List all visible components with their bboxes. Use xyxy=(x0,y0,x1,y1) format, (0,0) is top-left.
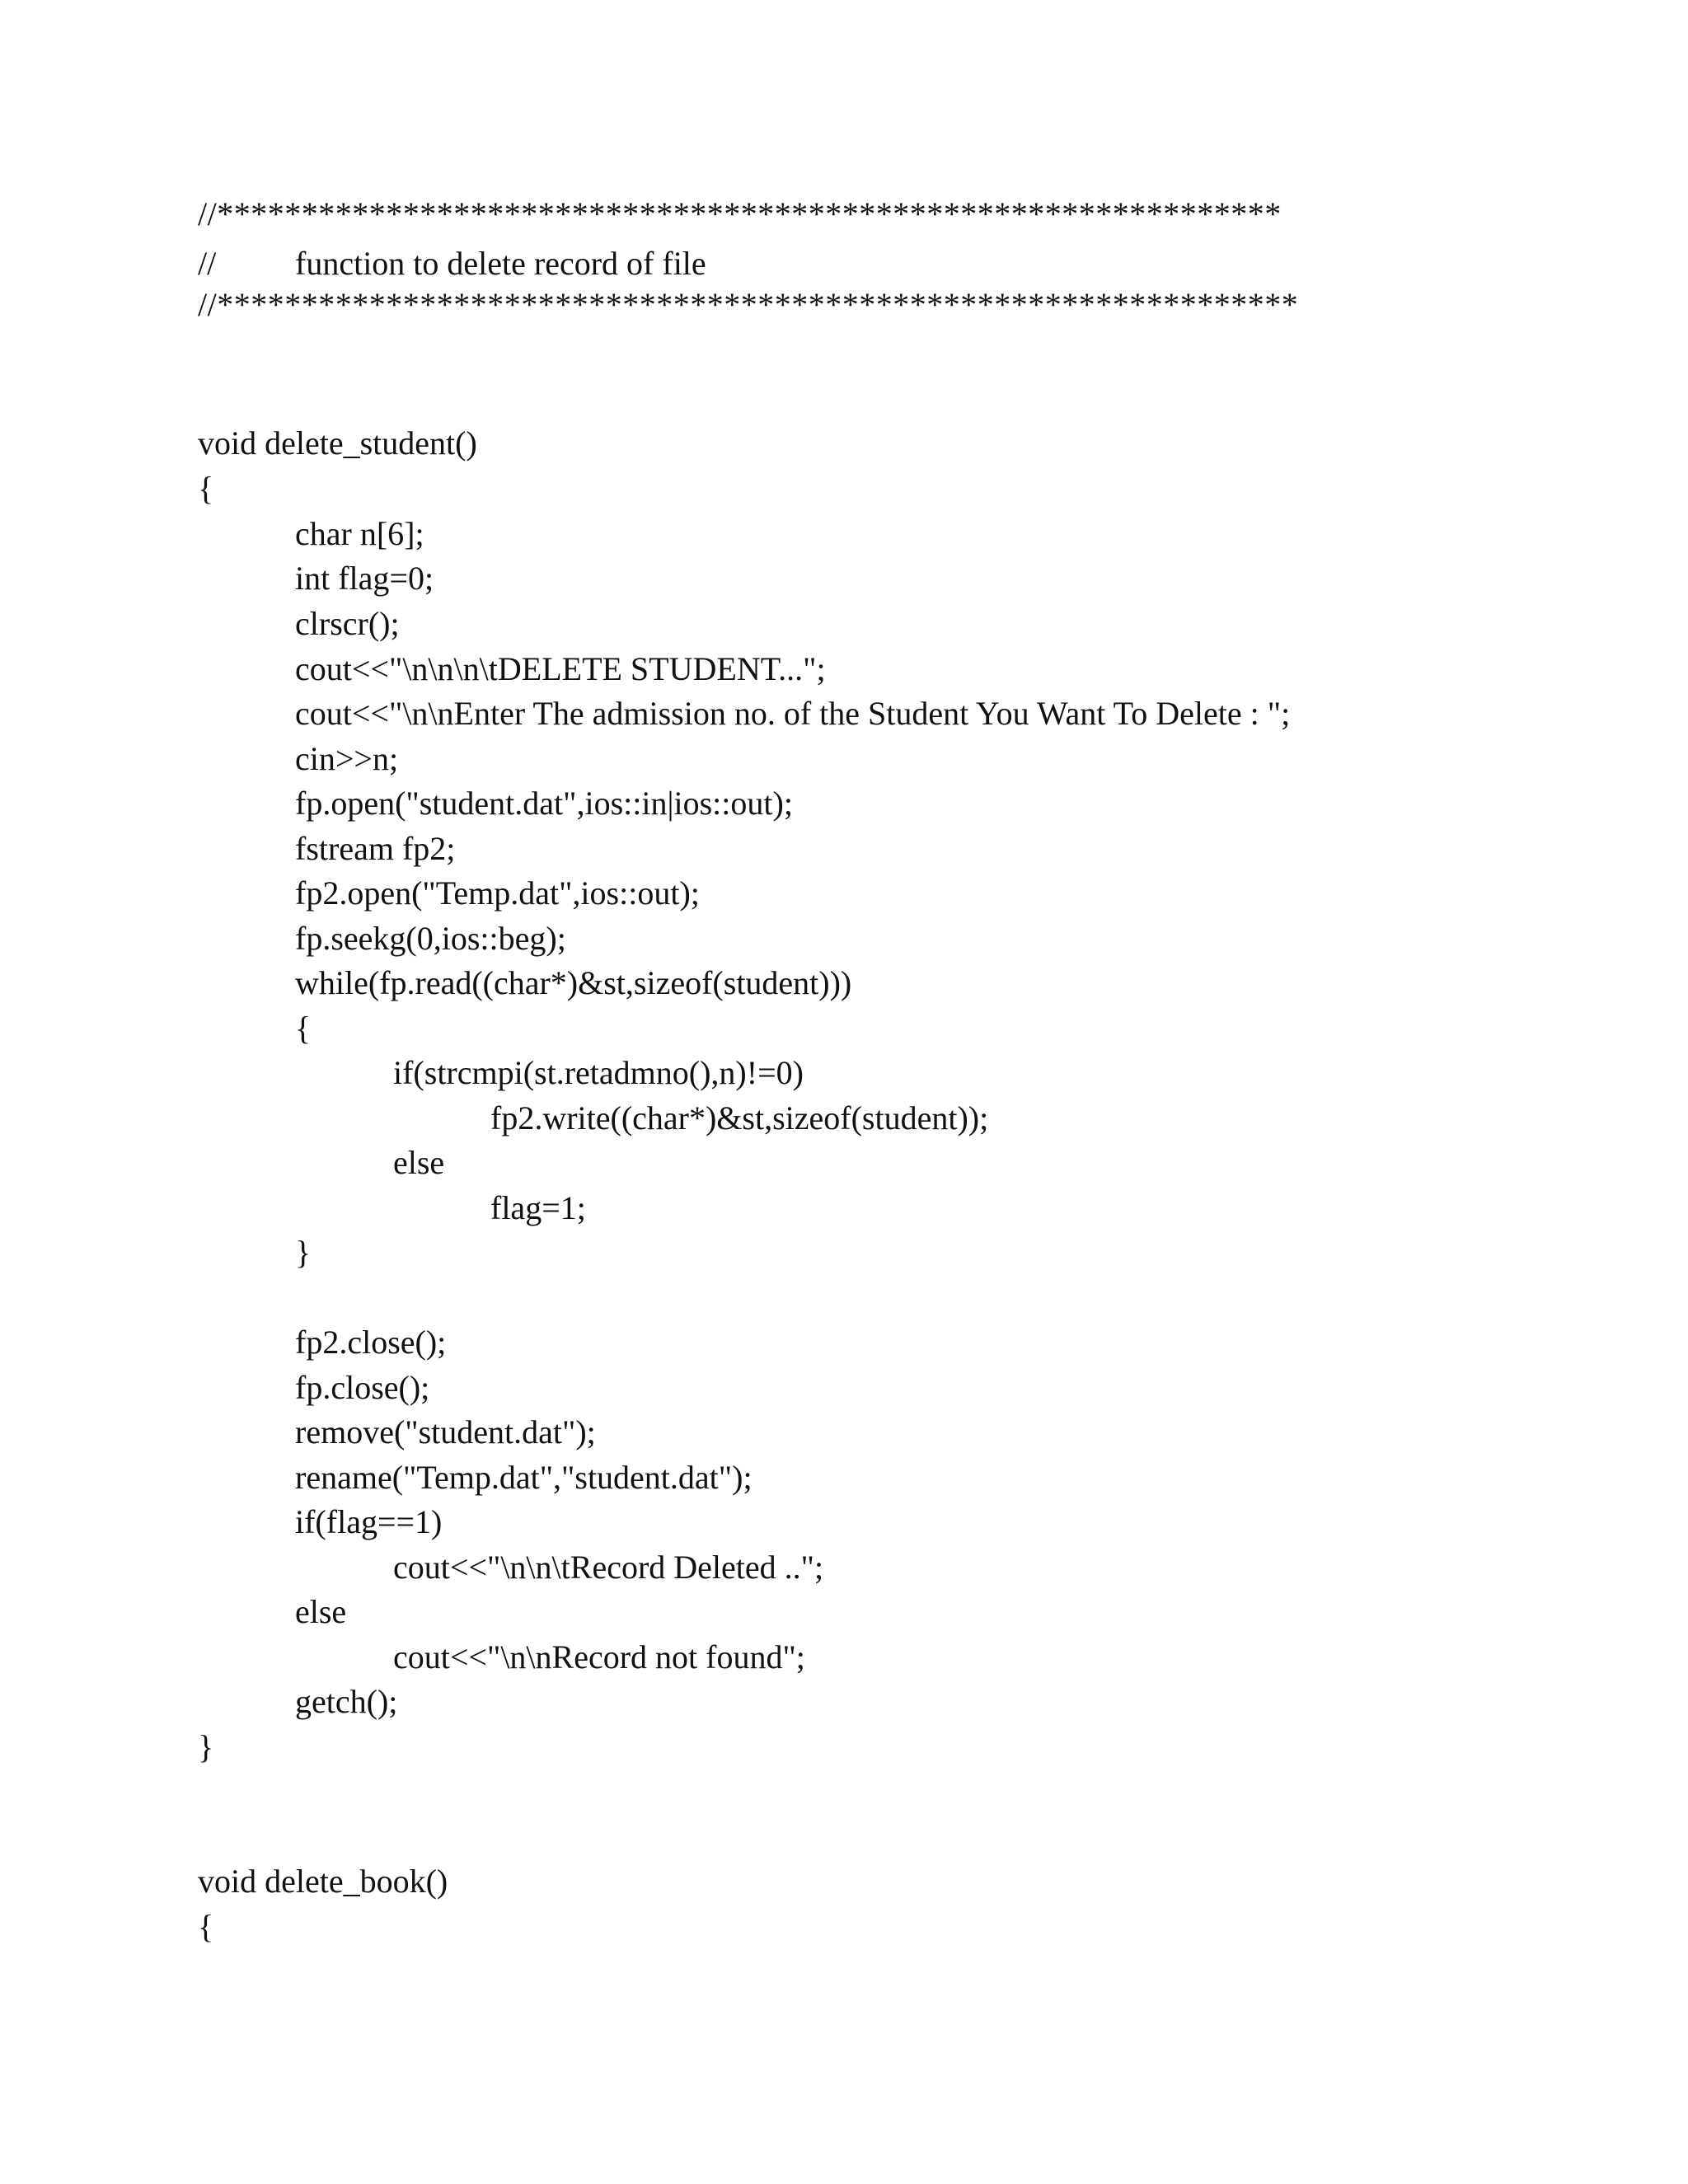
code-line: fp.open("student.dat",ios::in|ios::out); xyxy=(295,785,793,822)
comment-text: function to delete record of file xyxy=(295,245,706,282)
code-line: cin>>n; xyxy=(295,740,399,777)
code-line: else xyxy=(393,1144,445,1181)
code-line: fstream fp2; xyxy=(295,830,456,867)
code-line: fp.close(); xyxy=(295,1369,430,1406)
code-line: char n[6]; xyxy=(295,515,424,552)
code-line: cout<<"\n\nEnter The admission no. of the Student You Want To Delete : "; xyxy=(295,695,1291,732)
code-line: fp2.write((char*)&st,sizeof(student)); xyxy=(490,1099,989,1137)
code-line: rename("Temp.dat","student.dat"); xyxy=(295,1459,753,1496)
code-line: else xyxy=(295,1593,347,1630)
open-brace: { xyxy=(198,1908,214,1945)
code-line: fp2.open("Temp.dat",ios::out); xyxy=(295,874,700,912)
code-line: getch(); xyxy=(295,1683,398,1720)
code-line: } xyxy=(295,1234,312,1271)
close-brace: } xyxy=(198,1728,214,1765)
code-line: while(fp.read((char*)&st,sizeof(student))) xyxy=(295,964,852,1001)
code-line: fp.seekg(0,ios::beg); xyxy=(295,920,566,957)
code-line: cout<<"\n\n\tRecord Deleted .."; xyxy=(393,1549,824,1586)
code-line: int flag=0; xyxy=(295,560,434,597)
code-line: cout<<"\n\nRecord not found"; xyxy=(393,1638,805,1675)
code-line: if(flag==1) xyxy=(295,1503,443,1540)
comment-border-top: //*************************************************************** xyxy=(198,195,1282,232)
comment-prefix: // xyxy=(198,245,217,282)
code-line: flag=1; xyxy=(490,1189,586,1226)
code-line: clrscr(); xyxy=(295,605,400,642)
code-line: fp2.close(); xyxy=(295,1324,447,1361)
function-signature-delete-student: void delete_student() xyxy=(198,424,477,462)
code-line: if(strcmpi(st.retadmno(),n)!=0) xyxy=(393,1054,804,1091)
function-signature-delete-book: void delete_book() xyxy=(198,1863,448,1900)
code-line: remove("student.dat"); xyxy=(295,1413,596,1451)
code-line: cout<<"\n\n\n\tDELETE STUDENT..."; xyxy=(295,650,826,687)
code-line: { xyxy=(295,1010,312,1047)
open-brace: { xyxy=(198,470,214,507)
comment-border-bottom: //**************************************************************** xyxy=(198,286,1299,323)
